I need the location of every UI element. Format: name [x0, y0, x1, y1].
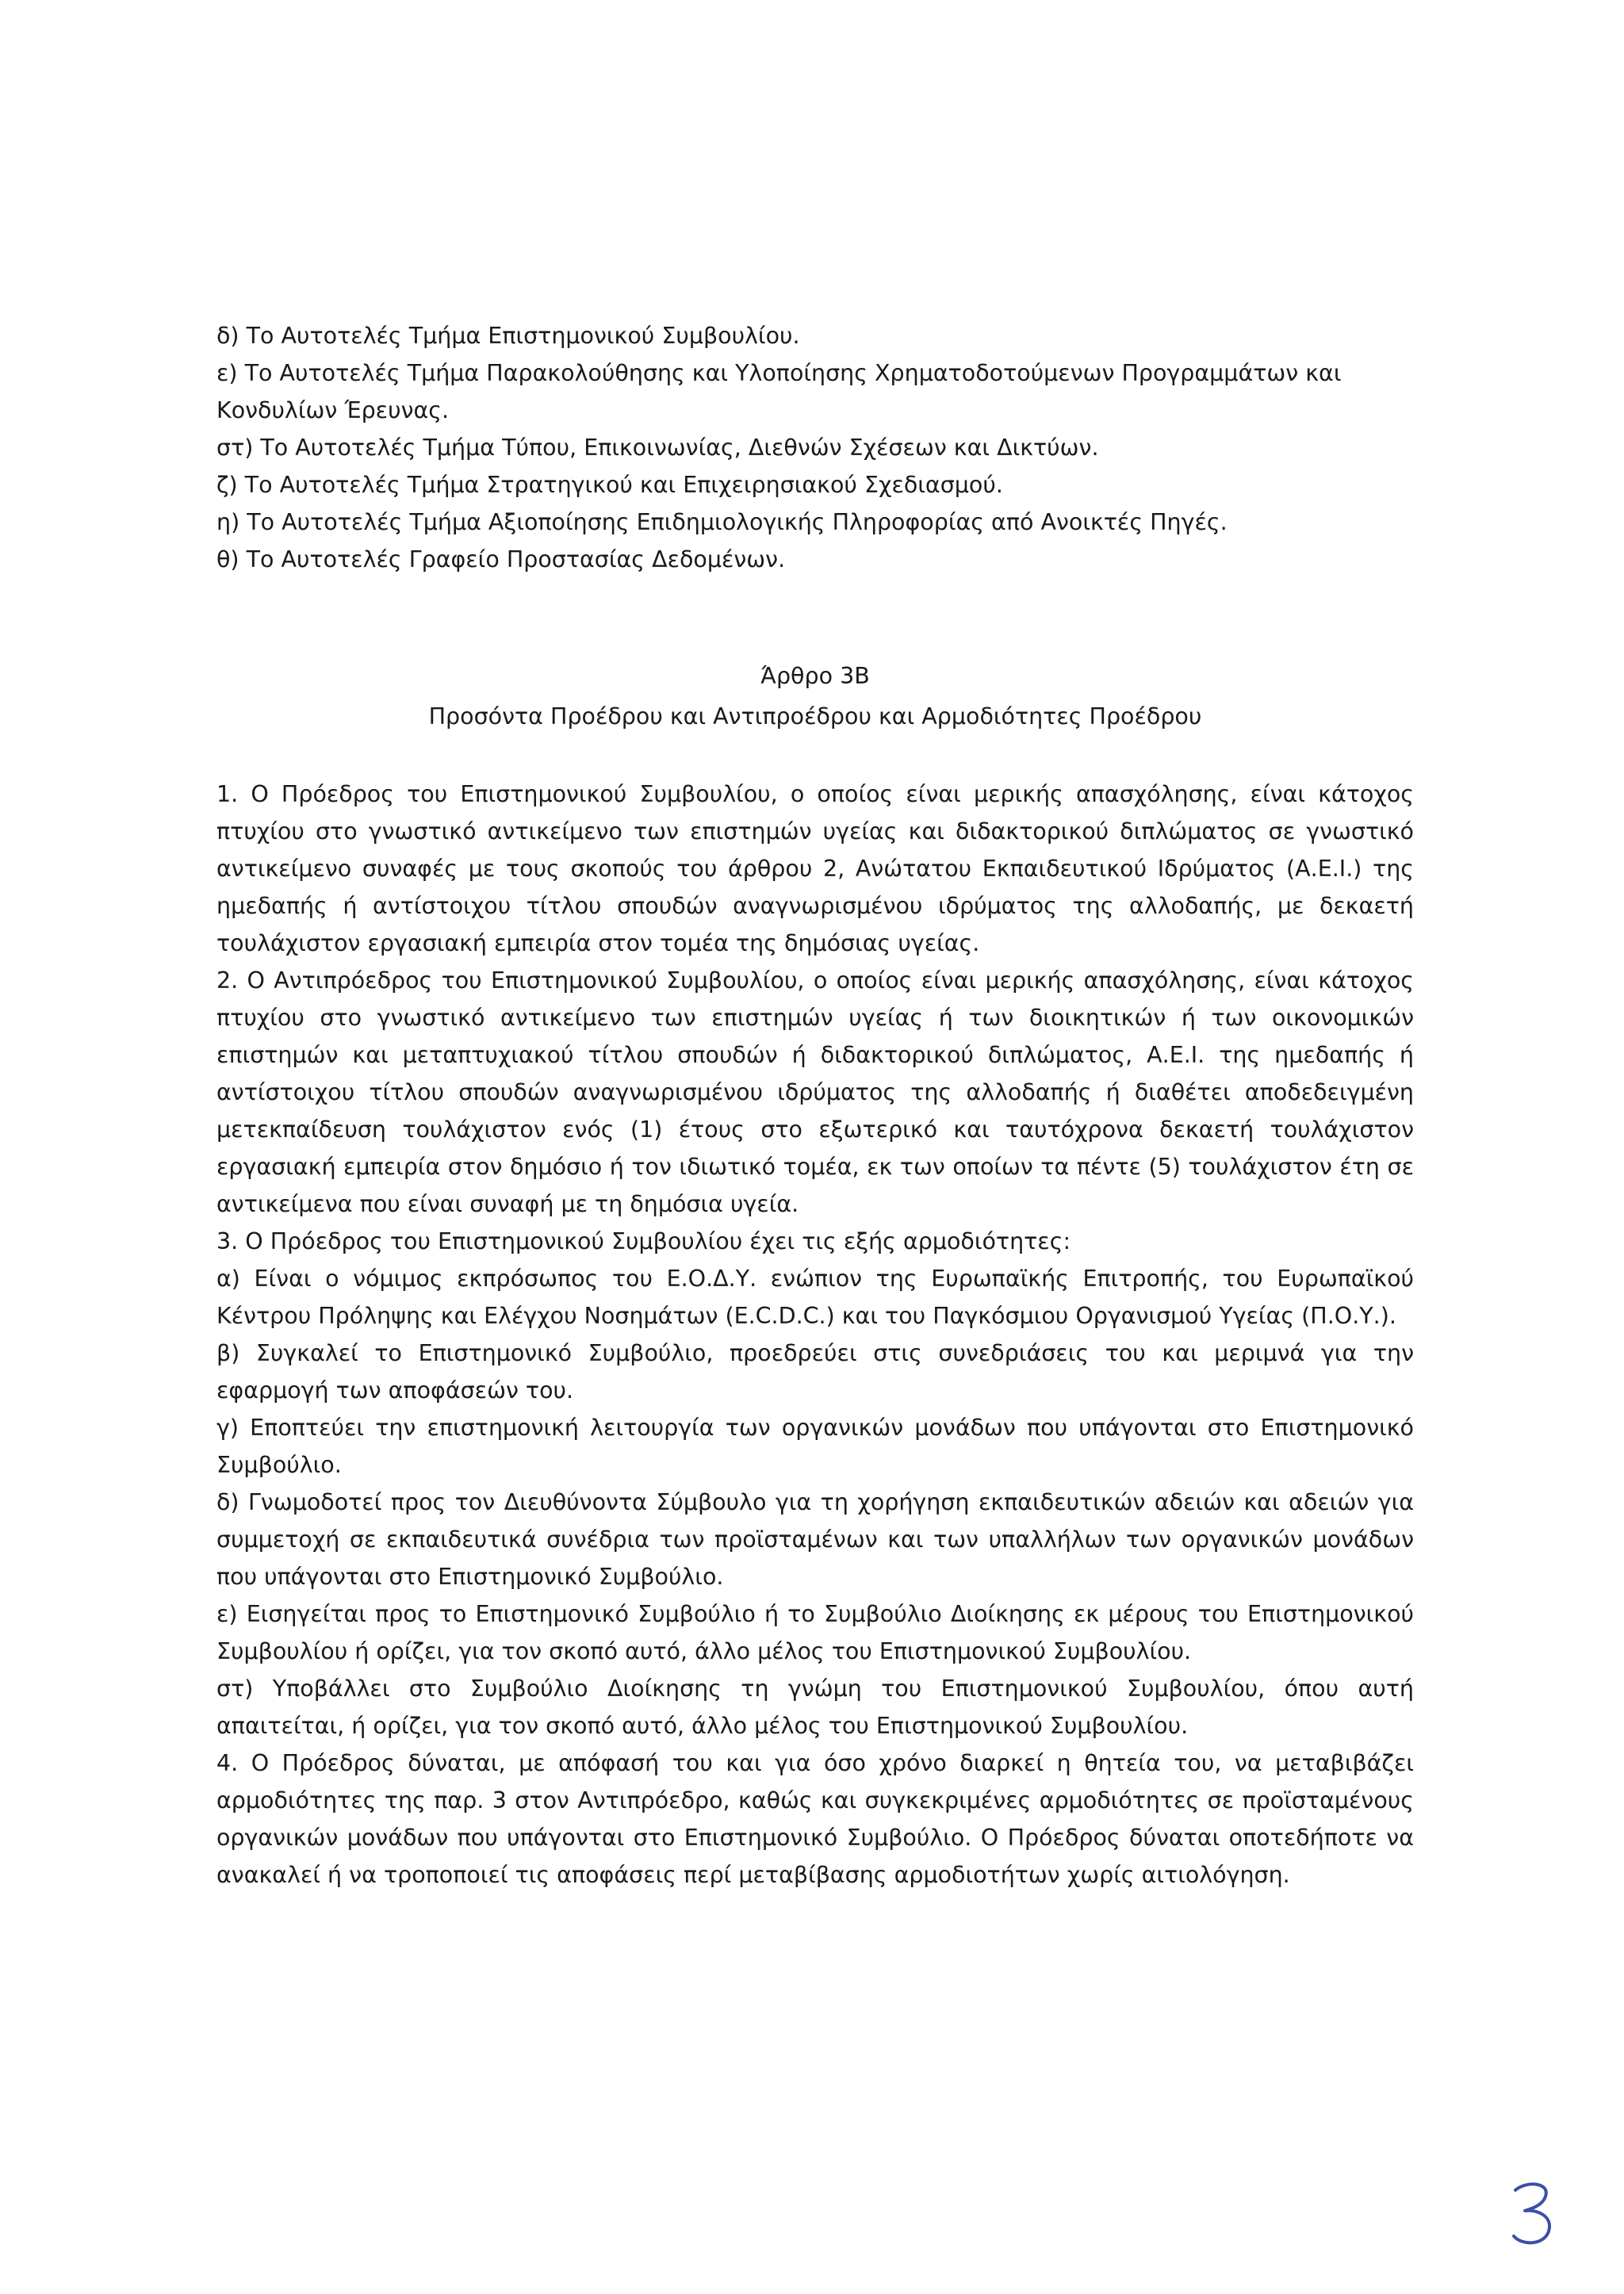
article-body: [216, 776, 1414, 1894]
paragraph: γ) Εποπτεύει την επιστημονική λειτουργία των οργανικών μονάδων που υπάγονται στο Επιστημονικό Συμβούλιο.: [216, 1415, 1414, 1478]
handwritten-digit-icon: [1509, 2179, 1557, 2250]
paragraph: 4. Ο Πρόεδρος δύναται, με απόφασή του και για όσο χρόνο διαρκεί η θητεία του, να μεταβιβάζει αρμοδιότητες της παρ. 3 στον Αντιπρόεδρο, καθώς και συγκεκριμένες αρμοδιότητες σε προϊσταμένους οργανικών μονάδων που υπάγονται στο Επιστημονικό Συμβούλιο. Ο Πρόεδρος δύναται οποτεδήποτε να ανακαλεί ή να τροποποιεί τις αποφάσεις περί μεταβίβασης αρμοδιοτήτων χωρίς αιτιολόγηση.: [216, 1750, 1414, 1888]
paragraph: 3. Ο Πρόεδρος του Επιστημονικού Συμβουλίου έχει τις εξής αρμοδιότητες:: [216, 1228, 1071, 1254]
paragraph: 1. Ο Πρόεδρος του Επιστημονικού Συμβουλίου, ο οποίος είναι μερικής απασχόλησης, είναι κάτοχος πτυχίου στο γνωστικό αντικείμενο των επιστημών υγείας και διδακτορικού διπλώματος σε γνωστικό αντικείμενο συναφές με τους σκοπούς του άρθρου 2, Ανώτατου Εκπαιδευτικού Ιδρύματος (Α.Ε.Ι.) της ημεδαπής ή αντίστοιχου τίτλου σπουδών αναγνωρισμένου ιδρύματος της αλλοδαπής, με δεκαετή τουλάχιστον εργασιακή εμπειρία στον τομέα της δημόσιας υγείας.: [216, 781, 1414, 956]
list-item: θ) Το Αυτοτελές Γραφείο Προστασίας Δεδομένων.: [216, 546, 786, 573]
article-number: Άρθρο 3Β: [760, 663, 870, 689]
list-item: ζ) Το Αυτοτελές Τμήμα Στρατηγικού και Επιχειρησιακού Σχεδιασμού.: [216, 472, 1003, 498]
paragraph: στ) Υποβάλλει στο Συμβούλιο Διοίκησης τη γνώμη του Επιστημονικού Συμβουλίου, όπου αυτή απαιτείται, ή ορίζει, για τον σκοπό αυτό, άλλο μέλος του Επιστημονικού Συμβουλίου.: [216, 1676, 1414, 1739]
list-item: η) Το Αυτοτελές Τμήμα Αξιοποίησης Επιδημιολογικής Πληροφορίας από Ανοικτές Πηγές.: [216, 509, 1228, 535]
list-item: δ) Το Αυτοτελές Τμήμα Επιστημονικού Συμβουλίου.: [216, 323, 800, 349]
list-item: στ) Το Αυτοτελές Τμήμα Τύπου, Επικοινωνίας, Διεθνών Σχέσεων και Δικτύων.: [216, 435, 1099, 461]
paragraph: β) Συγκαλεί το Επιστημονικό Συμβούλιο, προεδρεύει στις συνεδριάσεις του και μεριμνά για την εφαρμογή των αποφάσεών του.: [216, 1340, 1414, 1404]
article-title: Προσόντα Προέδρου και Αντιπροέδρου και Αρμοδιότητες Προέδρου: [428, 703, 1202, 730]
list-item: ε) Το Αυτοτελές Τμήμα Παρακολούθησης και Υλοποίησης Χρηματοδοτούμενων Προγραμμάτων και Κονδυλίων Έρευνας.: [216, 360, 1342, 423]
handwritten-page-number: [1509, 2179, 1557, 2250]
paragraph: 2. Ο Αντιπρόεδρος του Επιστημονικού Συμβουλίου, ο οποίος είναι μερικής απασχόλησης, είναι κάτοχος πτυχίου στο γνωστικό αντικείμενο των επιστημών υγείας ή των διοικητικών ή των οικονομικών επιστημών και μεταπτυχιακού τίτλου σπουδών ή διδακτορικού διπλώματος, Α.Ε.Ι. της ημεδαπής ή αντίστοιχου τίτλου σπουδών αναγνωρισμένου ιδρύματος της αλλοδαπής ή διαθέτει αποδεδειγμένη μετεκπαίδευση τουλάχιστον ενός (1) έτους στο εξωτερικό και ταυτόχρονα δεκαετή τουλάχιστον εργασιακή εμπειρία στον δημόσιο ή τον ιδιωτικό τομέα, εκ των οποίων τα πέντε (5) τουλάχιστον έτη σε αντικείμενα που είναι συναφή με τη δημόσια υγεία.: [216, 967, 1414, 1217]
paragraph: δ) Γνωμοδοτεί προς τον Διευθύνοντα Σύμβουλο για τη χορήγηση εκπαιδευτικών αδειών και αδειών για συμμετοχή σε εκπαιδευτικά συνέδρια των προϊσταμένων και των υπαλλήλων των οργανικών μονάδων που υπάγονται στο Επιστημονικό Συμβούλιο.: [216, 1489, 1414, 1590]
paragraph: ε) Εισηγείται προς το Επιστημονικό Συμβούλιο ή το Συμβούλιο Διοίκησης εκ μέρους του Επιστημονικού Συμβουλίου ή ορίζει, για τον σκοπό αυτό, άλλο μέλος του Επιστημονικού Συμβουλίου.: [216, 1601, 1414, 1664]
paragraph: α) Είναι ο νόμιμος εκπρόσωπος του Ε.Ο.Δ.Υ. ενώπιον της Ευρωπαϊκής Επιτροπής, του Ευρωπαϊκού Κέντρου Πρόληψης και Ελέγχου Νοσημάτων (E.C.D.C.) και του Παγκόσμιου Οργανισμού Υγείας (Π.Ο.Υ.).: [216, 1266, 1414, 1329]
unit-list: [216, 317, 1414, 578]
